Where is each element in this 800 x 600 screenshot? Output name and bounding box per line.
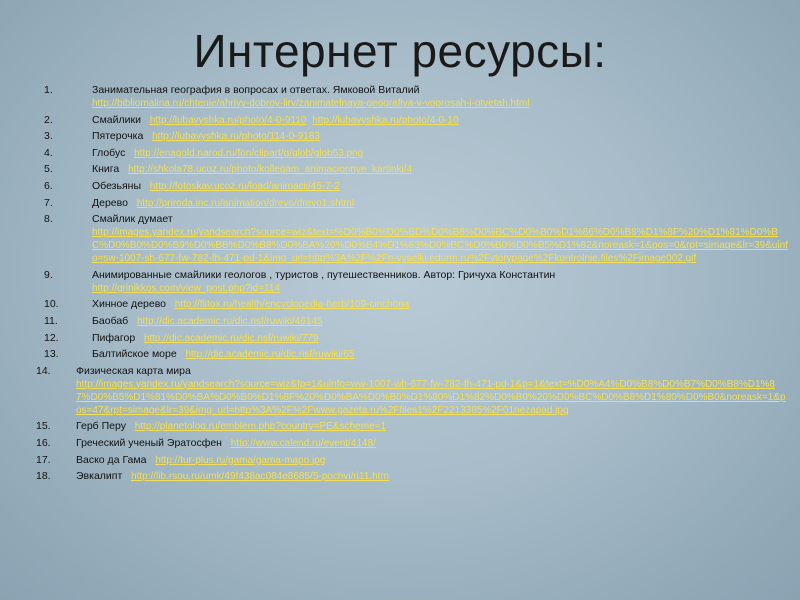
item-number: 13.: [44, 348, 59, 361]
item-label: Пифагор: [92, 331, 136, 344]
item-number: 1.: [44, 84, 53, 96]
page-title: Интернет ресурсы:: [193, 25, 607, 77]
item-label: Физическая карта мира: [76, 364, 191, 377]
item-label: Васко да Гама: [76, 453, 147, 466]
item-number: 7.: [44, 196, 53, 209]
item-label: Греческий ученый Эратосфен: [76, 436, 222, 449]
item-number: 10.: [44, 298, 59, 311]
resource-item: [36, 470, 788, 483]
resource-link[interactable]: http://tur-plus.ru/gama/gama-mapo.jpg: [155, 454, 326, 466]
item-number: 9.: [44, 268, 53, 281]
item-label: Пятерочка: [92, 130, 144, 143]
item-label: Смайлик думает: [92, 213, 173, 226]
item-label: Книга: [92, 163, 120, 176]
resource-list: [36, 84, 788, 487]
resource-link[interactable]: http://dic.academic.ru/dic.nsf/ruwiki/779: [143, 332, 319, 344]
item-number: 12.: [44, 331, 59, 344]
item-number: 17.: [36, 453, 51, 466]
item-label: Занимательная география в вопросах и ответах. Ямковой Виталий: [92, 84, 420, 96]
item-label: Эвкалипт: [76, 470, 123, 483]
resource-link[interactable]: http://fotoskav.ucoz.ru/load/animacii/45-7-2: [149, 180, 340, 192]
item-number: 3.: [44, 130, 53, 143]
resource-link[interactable]: http://images.yandex.ru/yandsearch?source=wiz&fp=1&uinfo=ww-1007-wh-677-fw-782-fh-471-pd-1&p=1&text=%D0%A4%D0%B8%D0%B7%D0%B8%D1%87%D0%B5%D1%81%D0%BA%D0%B0%D1%8F%20%D0%BA%D0%B0%D1%80%D1%82%D0%B0%20%D0%BC%D0%B8%D1%80%D0%B0&noreask=1&pos=47&rpt=simage&lr=39&img_url=http%3A%2F%2Fwww.gazeta.ru%2Ffiles1%2F2213385%2F01nezapad.jpg: [76, 378, 786, 416]
resource-link[interactable]: http://images.yandex.ru/yandsearch?source=wiz&text=%D0%B0%D0%BD%D0%B8%D0%BC%D0%B0%D1%86%D0%B8%D1%8F%20%D1%81%D0%BC%D0%B0%D0%B9%D0%BB%D0%B8%D0%BA%20%D0%B4%D1%83%D0%BC%D0%B0%D0%B5%D1%82&noreask=1&pos=0&rpt=simage&lr=39&uinfo=sw-1007-sh-677-fw-782-fh-471-pd-1&img_url=http%3A%2F%2Fn-vyselki.edurm.ru%2Fvtorypage%2Fkontrolnie.files%2Fimage002.gif: [92, 227, 788, 265]
resource-item: [36, 365, 788, 417]
item-number: 16.: [36, 436, 51, 449]
resource-link[interactable]: http://dic.academic.ru/dic.nsf/ruwiki/46145: [136, 315, 323, 327]
item-label: Смайлики: [92, 113, 141, 126]
resource-link[interactable]: http://flitox.ru/health/encyclopedia-herb/109-cinchona: [174, 299, 410, 311]
resource-link[interactable]: http://planetolog.ru/emblem.php?country=PE&scheme=1: [134, 421, 386, 433]
resource-link[interactable]: http://lubavyshka.ru/photo/4-0-9110: [149, 114, 307, 126]
resource-item: [36, 315, 788, 328]
item-number: 2.: [44, 113, 53, 126]
resource-item: [36, 197, 788, 210]
item-label: Обезьяны: [92, 179, 141, 192]
resource-item: [36, 437, 788, 450]
item-label: Хинное дерево: [92, 298, 167, 311]
item-number: 8.: [44, 213, 53, 226]
item-number: 18.: [36, 470, 51, 483]
resource-link[interactable]: http://shkola78.ucoz.ru/photo/kollegam_animacionnye_kartinki/4: [128, 164, 413, 176]
resource-item: [36, 454, 788, 467]
resource-item: [36, 163, 788, 176]
item-label: Дерево: [92, 196, 128, 209]
resource-link[interactable]: http://lubavyshka.ru/photo/4-0-10: [312, 114, 459, 126]
item-number: 5.: [44, 163, 53, 176]
resource-link[interactable]: http://grinikkos.com/view_post.php?id=114: [92, 282, 280, 294]
item-label: Балтийское море: [92, 348, 177, 361]
resource-item: [36, 213, 788, 265]
item-number: 14.: [36, 364, 51, 377]
resource-link[interactable]: http://priroda.inc.ru/animation/drevo/drevo1.shtml: [136, 197, 355, 209]
resource-item: [36, 269, 788, 295]
item-label: Анимированные смайлики геологов , туристов , путешественников. Автор: Гричуха Константин: [92, 268, 556, 281]
item-label: Баобаб: [92, 314, 129, 327]
resource-link[interactable]: http://enagold.narod.ru/fon/clipart/g/glob/glob53.png: [134, 147, 364, 159]
resource-link[interactable]: http://lubavyshka.ru/photo/114-0-9183: [152, 131, 320, 143]
resource-item: [36, 348, 788, 361]
resource-item: [36, 84, 788, 110]
item-label: Глобус: [92, 146, 126, 159]
item-number: 6.: [44, 179, 53, 192]
item-number: 4.: [44, 146, 53, 159]
resource-item: [36, 130, 788, 143]
resource-link[interactable]: http://lib.rsou.ru/umk/49f438ac084e8685/5-pochvi/ri11.htm: [131, 471, 389, 483]
resource-link[interactable]: http://bibliomalina.ru/chtenie/ahrivy-dobroy-lirv/zanimatelnaya-geografiya-v-voprosah-i-otvetah.html: [92, 98, 530, 109]
resource-item: [36, 298, 788, 311]
resource-item: [36, 180, 788, 193]
item-label: Герб Перу: [76, 420, 126, 433]
resource-item: [36, 420, 788, 433]
item-number: 15.: [36, 420, 51, 433]
resource-link[interactable]: http://www.calend.ru/event/4148/: [230, 437, 376, 449]
item-number: 11.: [44, 314, 58, 327]
resource-link[interactable]: http://dic.academic.ru/dic.nsf/ruwiki/65: [185, 349, 355, 361]
resource-item: [36, 114, 788, 127]
resource-item: [36, 147, 788, 160]
resource-item: [36, 332, 788, 345]
